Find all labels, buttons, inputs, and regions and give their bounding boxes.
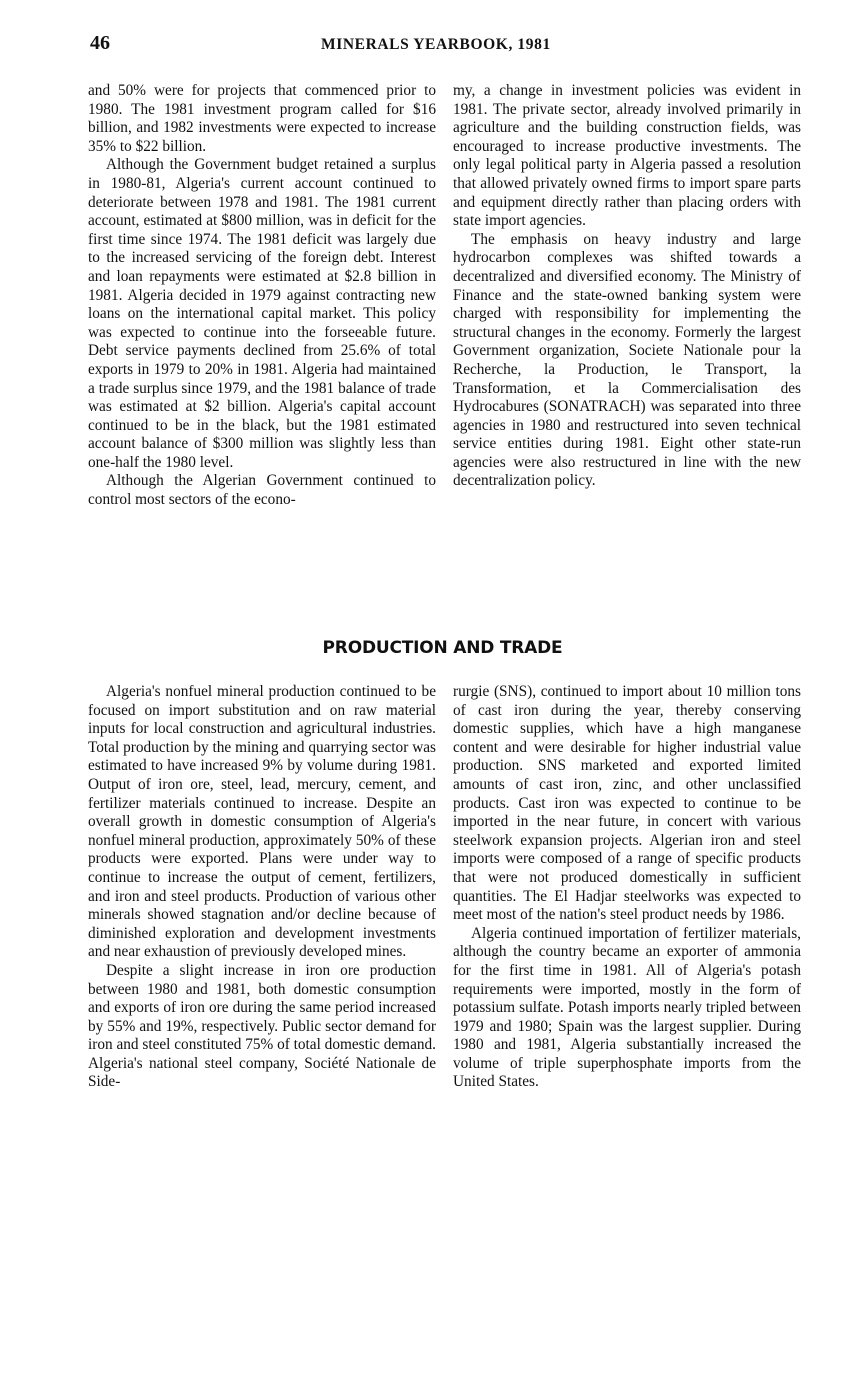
- paragraph: rurgie (SNS), continued to import about 10 million tons of cast iron during the year, thereby conserving domestic supplies, which have a high manganese content and were desirable for higher industrial value production. SNS marketed and exported limited amounts of cast iron, zinc, and other unclassified products. Cast iron was expected to continue to be imported in the near future, in concert with various steelwork expansion projects. Algerian iron and steel imports were composed of a range of specific products that were not produced domestically in sufficient quantities. The El Hadjar steelworks was expected to meet most of the nation's steel product needs by 1986.: [453, 683, 801, 924]
- running-title: MINERALS YEARBOOK, 1981: [321, 36, 551, 53]
- production-right-column: [453, 683, 801, 1092]
- paragraph: Despite a slight increase in iron ore production between 1980 and 1981, both domestic consumption and exports of iron ore during the same period increased by 55% and 19%, respectively. Public sector demand for iron and steel constituted 75% of total domestic demand. Algeria's national steel company, Société Nationale de Side-: [88, 961, 436, 1091]
- economy-right-column: [453, 82, 801, 491]
- page-header: [90, 32, 802, 56]
- paragraph: my, a change in investment policies was evident in 1981. The private sector, already involved primarily in agriculture and the building construction fields, was encouraged to increase productive investments. The only legal political party in Algeria passed a resolution that allowed privately owned firms to import spare parts and equipment directly rather than placing orders with state import agencies.: [453, 82, 801, 230]
- page-number: 46: [90, 32, 110, 54]
- paragraph: Although the Government budget retained a surplus in 1980-81, Algeria's current account continued to deteriorate between 1978 and 1981. The 1981 current account, estimated at $800 million, was in deficit for the first time since 1974. The 1981 deficit was largely due to the increased servicing of the foreign debt. Interest and loan repayments were estimated at $2.8 billion in 1981. Algeria decided in 1979 against contracting new loans on the international capital market. This policy was expected to continue into the forseeable future. Debt service payments declined from 25.6% of total exports in 1979 to 20% in 1981. Algeria had maintained a trade surplus since 1979, and the 1981 balance of trade was estimated at $2 billion. Algeria's capital account continued to be in the black, but the 1981 estimated account balance of $300 million was slightly less than one-half the 1980 level.: [88, 156, 436, 471]
- paragraph: The emphasis on heavy industry and large hydrocarbon complexes was shifted towards a decentralized and diversified economy. The Ministry of Finance and the state-owned banking system were charged with responsibility for implementing the structural changes in the economy. Formerly the largest Government organization, Societe Nationale pour la Recherche, la Production, le Transport, la Transformation, et la Commercialisation des Hydrocabures (SONATRACH) was separated into three agencies in 1980 and restructured into seven technical service entities during 1981. Eight other state-run agencies were also restructured in line with the new decentralization policy.: [453, 230, 801, 490]
- paragraph: and 50% were for projects that commenced prior to 1980. The 1981 investment program called for $16 billion, and 1982 investments were expected to increase 35% to $22 billion.: [88, 82, 436, 155]
- paragraph: Although the Algerian Government continued to control most sectors of the econo-: [88, 472, 436, 509]
- economy-left-column: [88, 82, 436, 510]
- production-left-column: [88, 683, 436, 1092]
- paragraph: Algeria continued importation of fertilizer materials, although the country became an exporter of ammonia for the first time in 1981. All of Algeria's potash requirements were imported, mostly in the form of potassium sulfate. Potash imports nearly tripled between 1979 and 1980; Spain was the largest supplier. During 1980 and 1981, Algeria substantially increased the volume of triple superphosphate imports from the United States.: [453, 924, 801, 1091]
- paragraph: Algeria's nonfuel mineral production continued to be focused on import substitution and on raw material inputs for local construction and agricultural industries. Total production by the mining and quarrying sector was estimated to have increased 9% by volume during 1981. Output of iron ore, steel, lead, mercury, cement, and fertilizer materials continued to increase. Despite an overall growth in domestic consumption of Algeria's nonfuel mineral production, approximately 50% of these products were exported. Plans were under way to continue to increase the output of cement, fertilizers, and iron and steel products. Production of various other minerals showed stagnation and/or decline because of diminished exploration and development investments and near exhaustion of previously developed mines.: [88, 683, 436, 961]
- section-heading: PRODUCTION AND TRADE: [322, 638, 563, 658]
